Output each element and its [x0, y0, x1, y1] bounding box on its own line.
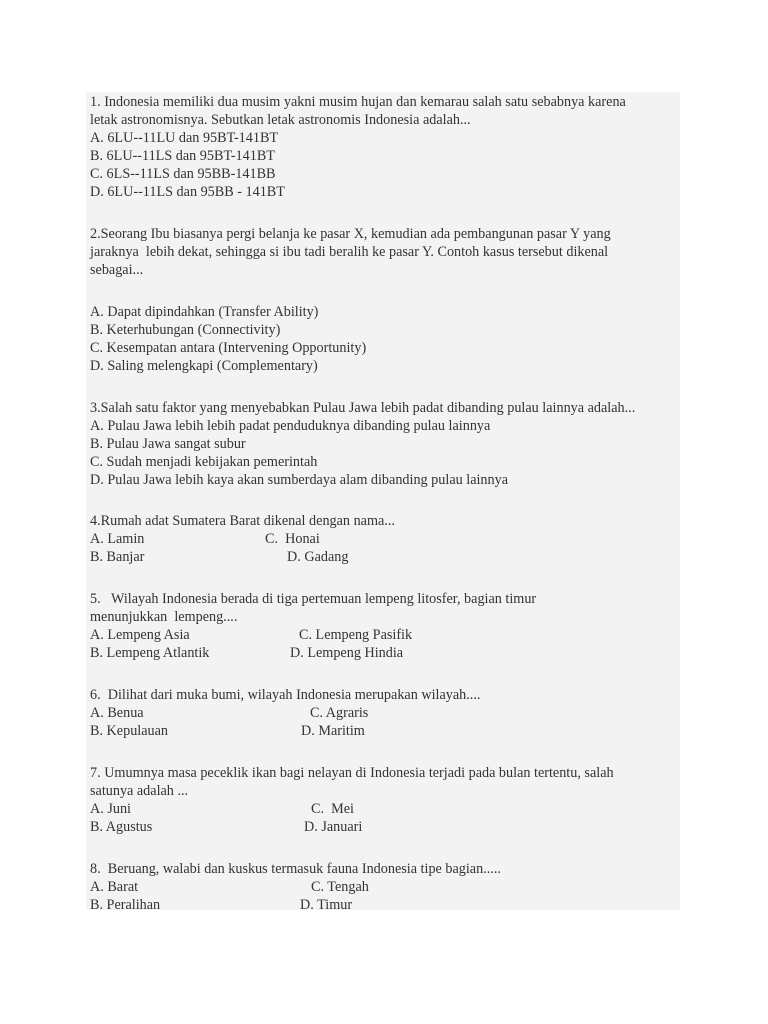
q4-stem-line-1: 4.Rumah adat Sumatera Barat dikenal dengan nama... [90, 513, 395, 529]
q1-option-a: A. 6LU--11LU dan 95BT-141BT [90, 130, 279, 146]
q1-option-c: C. 6LS--11LS dan 95BB-141BB [90, 166, 276, 182]
q8-option-d: D. Timur [300, 897, 353, 913]
q5-option-d: D. Lempeng Hindia [290, 645, 404, 661]
q2-option-d: D. Saling melengkapi (Complementary) [90, 358, 318, 374]
q3-option-d: D. Pulau Jawa lebih kaya akan sumberdaya alam dibanding pulau lainnya [90, 472, 509, 488]
q3-stem-line-1: 3.Salah satu faktor yang menyebabkan Pulau Jawa lebih padat dibanding pulau lainnya adalah... [90, 400, 636, 416]
q3-option-c: C. Sudah menjadi kebijakan pemerintah [90, 454, 318, 470]
q2-option-a: A. Dapat dipindahkan (Transfer Ability) [90, 304, 319, 320]
q1-option-b: B. 6LU--11LS dan 95BT-141BT [90, 148, 275, 164]
q1-stem-line-2: letak astronomisnya. Sebutkan letak astronomis Indonesia adalah... [90, 112, 471, 128]
q2-stem-line-2: jaraknya lebih dekat, sehingga si ibu tadi beralih ke pasar Y. Contoh kasus tersebut dikenal [90, 244, 609, 260]
q7-stem-line-2: satunya adalah ... [90, 783, 189, 799]
q7-option-c: C. Mei [311, 801, 354, 817]
q7-stem-line-1: 7. Umumnya masa peceklik ikan bagi nelayan di Indonesia terjadi pada bulan tertentu, salah [90, 765, 614, 781]
q5-option-b: B. Lempeng Atlantik [90, 645, 210, 661]
q1-stem-line-1: 1. Indonesia memiliki dua musim yakni musim hujan dan kemarau salah satu sebabnya karena [90, 94, 626, 110]
q2-option-b: B. Keterhubungan (Connectivity) [90, 322, 281, 338]
q1-option-d: D. 6LU--11LS dan 95BB - 141BT [90, 184, 285, 200]
q8-option-c: C. Tengah [311, 879, 369, 895]
q4-option-d: D. Gadang [287, 549, 349, 565]
q6-option-d: D. Maritim [301, 723, 365, 739]
q8-option-b: B. Peralihan [90, 897, 161, 913]
q6-option-b: B. Kepulauan [90, 723, 169, 739]
q2-stem-line-1: 2.Seorang Ibu biasanya pergi belanja ke pasar X, kemudian ada pembangunan pasar Y yang [90, 226, 611, 242]
q6-option-a: A. Benua [90, 705, 144, 721]
q3-option-a: A. Pulau Jawa lebih lebih padat penduduknya dibanding pulau lainnya [90, 418, 491, 434]
q2-stem-line-3: sebagai... [90, 262, 144, 278]
q8-stem-line-1: 8. Beruang, walabi dan kuskus termasuk fauna Indonesia tipe bagian..... [90, 861, 501, 877]
q7-option-a: A. Juni [90, 801, 131, 817]
q4-option-b: B. Banjar [90, 549, 145, 565]
q4-option-a: A. Lamin [90, 531, 145, 547]
q5-stem-line-1: 5. Wilayah Indonesia berada di tiga pertemuan lempeng litosfer, bagian timur [90, 591, 537, 607]
q4-option-c: C. Honai [265, 531, 320, 547]
q6-option-c: C. Agraris [310, 705, 369, 721]
q8-option-a: A. Barat [90, 879, 139, 895]
q3-option-b: B. Pulau Jawa sangat subur [90, 436, 246, 452]
q2-option-c: C. Kesempatan antara (Intervening Opportunity) [90, 340, 367, 356]
q5-option-c: C. Lempeng Pasifik [299, 627, 413, 643]
q5-stem-line-2: menunjukkan lempeng.... [90, 609, 238, 625]
q7-option-b: B. Agustus [90, 819, 153, 835]
q6-stem-line-1: 6. Dilihat dari muka bumi, wilayah Indonesia merupakan wilayah.... [90, 687, 481, 703]
q7-option-d: D. Januari [304, 819, 363, 835]
q5-option-a: A. Lempeng Asia [90, 627, 190, 643]
